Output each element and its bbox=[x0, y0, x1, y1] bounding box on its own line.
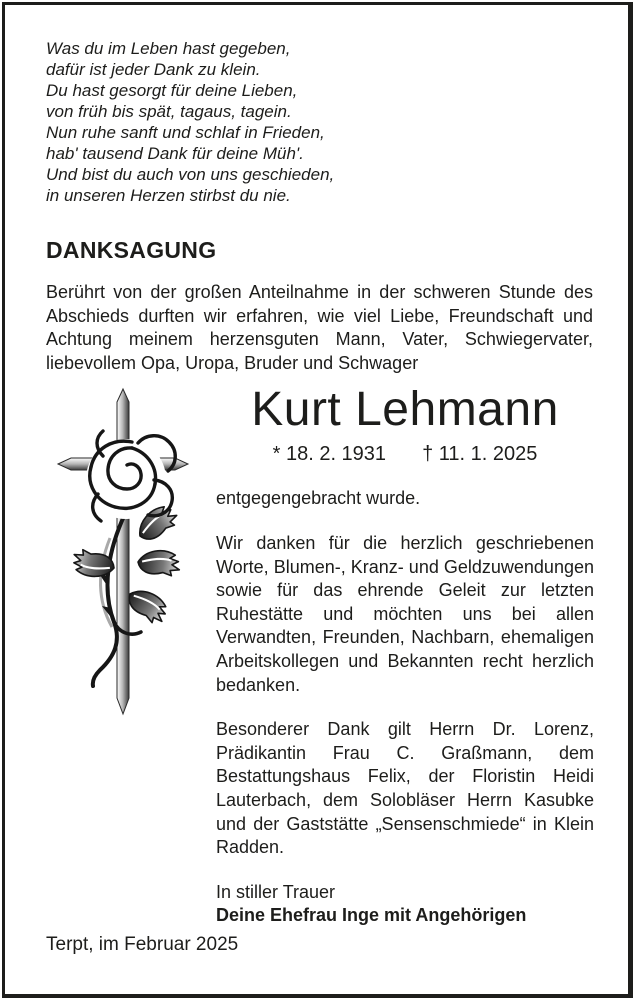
poem-line: in unseren Herzen stirbst du nie. bbox=[46, 186, 291, 205]
special-thanks-paragraph: Besonderer Dank gilt Herrn Dr. Lorenz, Prädikantin Frau C. Graßmann, dem Bestattungshaus Felix, der Floristin Heidi Lauterbach, dem Solobläser Herrn Kasubke und der Gaststätte „Sensenschmiede“ in Klein Radden. bbox=[216, 719, 594, 858]
received-line: entgegengebracht wurde. bbox=[216, 488, 421, 509]
poem-line: hab' tausend Dank für deine Müh'. bbox=[46, 144, 304, 163]
cross-rose-illustration bbox=[46, 384, 216, 928]
thanks-paragraph: Wir danken für die herzlich geschriebenen Worte, Blumen-, Kranz- und Geldzuwendungen sowie für das ehrende Geleit zur letzten Ruhestätte und möchten uns bei allen Verwandten, Freunden, Nachbarn, ehemaligen Arbeitskollegen und Bekannten recht herzlich bedanken. bbox=[216, 532, 594, 695]
place-date: Terpt, im Februar 2025 bbox=[46, 934, 239, 955]
announcement-column bbox=[216, 384, 594, 928]
mourning-line: In stiller Trauer bbox=[216, 881, 336, 902]
poem-line: Nun ruhe sanft und schlaf in Frieden, bbox=[46, 123, 325, 142]
life-dates bbox=[216, 443, 594, 466]
closing-block bbox=[216, 881, 594, 928]
danksagung-heading: DANKSAGUNG bbox=[46, 237, 217, 263]
poem-line: Du hast gesorgt für deine Lieben, bbox=[46, 81, 298, 100]
poem-line: Und bist du auch von uns geschieden, bbox=[46, 165, 335, 184]
family-line: Deine Ehefrau Inge mit Angehörigen bbox=[216, 905, 527, 926]
intro-paragraph: Berührt von der großen Anteilnahme in der schweren Stunde des Abschieds durften wir erfahren, wie viel Liebe, Freundschaft und Achtung meinem herzensguten Mann, Vater, Schwiegervater, liebevollem Opa, Uropa, Bruder und Schwager bbox=[46, 282, 593, 373]
cross-with-rose-icon bbox=[40, 386, 206, 718]
poem-line: von früh bis spät, tagaus, tagein. bbox=[46, 102, 292, 121]
main-section bbox=[46, 383, 594, 928]
death-date: † 11. 1. 2025 bbox=[422, 443, 538, 466]
poem-line: dafür ist jeder Dank zu klein. bbox=[46, 60, 261, 79]
poem-line: Was du im Leben hast gegeben, bbox=[46, 39, 291, 58]
birth-date: * 18. 2. 1931 bbox=[272, 443, 387, 466]
obituary-notice bbox=[5, 5, 628, 994]
memorial-poem bbox=[46, 38, 588, 206]
deceased-name: Kurt Lehmann bbox=[251, 383, 559, 437]
